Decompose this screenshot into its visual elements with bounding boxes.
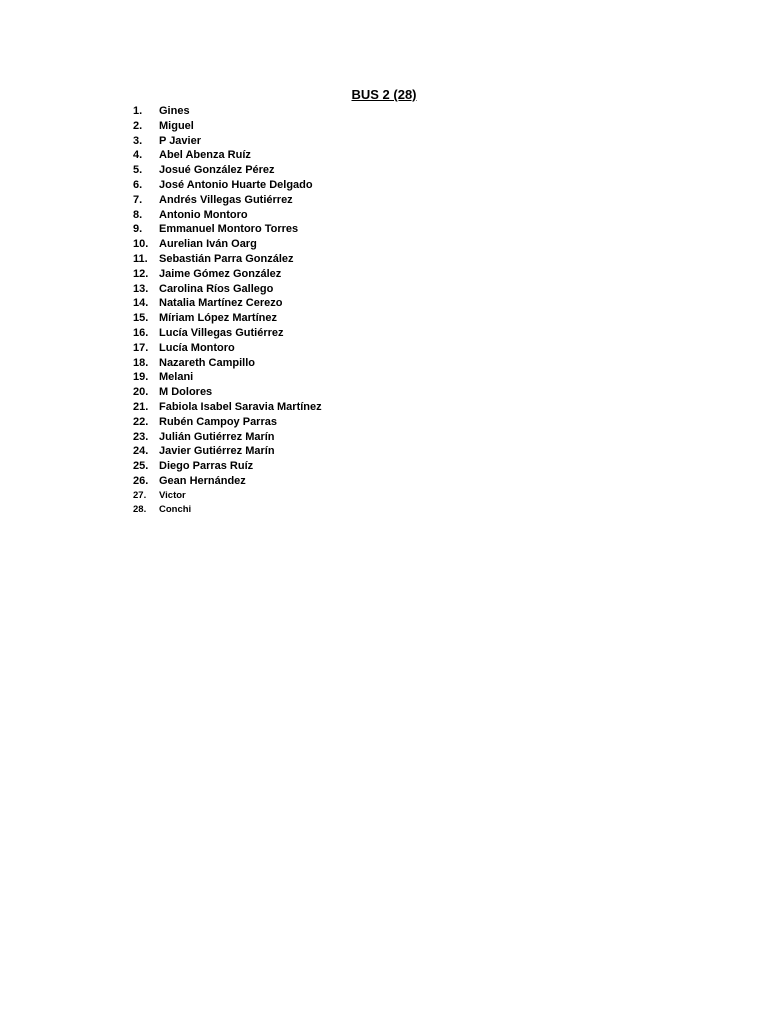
passenger-name: Míriam López Martínez xyxy=(159,312,277,325)
passenger-row xyxy=(130,148,322,163)
passenger-number: 15. xyxy=(133,312,149,325)
passenger-number: 17. xyxy=(133,341,149,354)
passenger-name: Lucía Villegas Gutiérrez xyxy=(159,326,284,339)
passenger-number: 12. xyxy=(133,267,149,280)
passenger-row xyxy=(130,415,322,430)
passenger-row xyxy=(130,193,322,208)
passenger-name: M Dolores xyxy=(159,386,213,399)
passenger-number: 21. xyxy=(133,400,149,413)
passenger-row xyxy=(130,222,322,237)
passenger-number: 7. xyxy=(133,193,143,206)
passenger-number: 8. xyxy=(133,208,143,221)
document-title: BUS 2 (28) xyxy=(351,87,417,102)
passenger-name: José Antonio Huarte Delgado xyxy=(159,178,313,191)
passenger-number: 20. xyxy=(133,386,149,399)
passenger-number: 6. xyxy=(133,178,143,191)
passenger-number: 4. xyxy=(133,149,143,162)
passenger-number: 2. xyxy=(133,119,143,132)
passenger-name: Natalia Martínez Cerezo xyxy=(159,297,283,310)
passenger-row xyxy=(130,356,322,371)
passenger-name: Andrés Villegas Gutiérrez xyxy=(159,193,293,206)
passenger-number: 27. xyxy=(133,489,147,501)
passenger-row xyxy=(130,282,322,297)
passenger-number: 1. xyxy=(133,105,143,117)
passenger-number: 26. xyxy=(133,474,149,487)
passenger-number: 25. xyxy=(133,460,149,473)
passenger-row xyxy=(130,400,322,415)
passenger-name: Nazareth Campillo xyxy=(159,356,255,369)
passenger-number: 5. xyxy=(133,164,143,177)
passenger-number: 9. xyxy=(133,223,143,236)
passenger-name: Josué González Pérez xyxy=(159,164,275,177)
passenger-name: Jaime Gómez González xyxy=(159,267,282,280)
passenger-number: 19. xyxy=(133,371,149,384)
passenger-row xyxy=(130,459,322,474)
passenger-name: Lucía Montoro xyxy=(159,341,235,354)
passenger-row xyxy=(130,119,322,134)
passenger-row xyxy=(130,370,322,385)
passenger-name: Aurelian Iván Oarg xyxy=(159,238,257,251)
passenger-number: 13. xyxy=(133,282,149,295)
passenger-name: Rubén Campoy Parras xyxy=(159,415,277,428)
passenger-name: Victor xyxy=(159,489,186,501)
passenger-number: 24. xyxy=(133,445,149,458)
passenger-name: Gean Hernández xyxy=(159,474,246,487)
passenger-number: 11. xyxy=(133,252,148,265)
passenger-number: 14. xyxy=(133,297,149,310)
passenger-row xyxy=(130,252,322,267)
passenger-name: Javier Gutiérrez Marín xyxy=(159,445,275,458)
passenger-name: Conchi xyxy=(159,503,192,515)
passenger-number: 3. xyxy=(133,134,143,147)
passenger-row xyxy=(130,341,322,356)
passenger-name: Melani xyxy=(159,371,194,384)
passenger-number: 18. xyxy=(133,356,149,369)
passenger-name: Emmanuel Montoro Torres xyxy=(159,223,299,236)
passenger-row xyxy=(130,237,322,252)
passenger-name: Diego Parras Ruíz xyxy=(159,460,254,473)
passenger-row xyxy=(130,444,322,459)
passenger-row xyxy=(130,178,322,193)
passenger-row xyxy=(130,430,322,445)
passenger-name: Sebastián Parra González xyxy=(159,252,294,265)
passenger-name: Antonio Montoro xyxy=(159,208,248,221)
passenger-name: Julián Gutiérrez Marín xyxy=(159,430,275,443)
passenger-row xyxy=(130,208,322,223)
passenger-row xyxy=(130,503,322,517)
passenger-row xyxy=(130,296,322,311)
passenger-row xyxy=(130,311,322,326)
passenger-number: 16. xyxy=(133,326,149,339)
passenger-name: Carolina Ríos Gallego xyxy=(159,282,274,295)
passenger-row xyxy=(130,489,322,503)
passenger-name: P Javier xyxy=(159,134,202,147)
passenger-name: Miguel xyxy=(159,119,194,132)
passenger-row xyxy=(130,134,322,149)
passenger-row xyxy=(130,104,322,119)
passenger-row xyxy=(130,385,322,400)
passenger-number: 10. xyxy=(133,238,149,251)
passenger-number: 23. xyxy=(133,430,149,443)
passenger-row xyxy=(130,326,322,341)
passenger-number: 22. xyxy=(133,415,149,428)
passenger-list xyxy=(130,104,322,516)
passenger-name: Fabiola Isabel Saravia Martínez xyxy=(159,400,322,413)
passenger-row xyxy=(130,267,322,282)
passenger-name: Gines xyxy=(159,105,190,117)
passenger-number: 28. xyxy=(133,503,147,515)
passenger-row xyxy=(130,163,322,178)
passenger-row xyxy=(130,474,322,489)
passenger-name: Abel Abenza Ruíz xyxy=(159,149,251,162)
